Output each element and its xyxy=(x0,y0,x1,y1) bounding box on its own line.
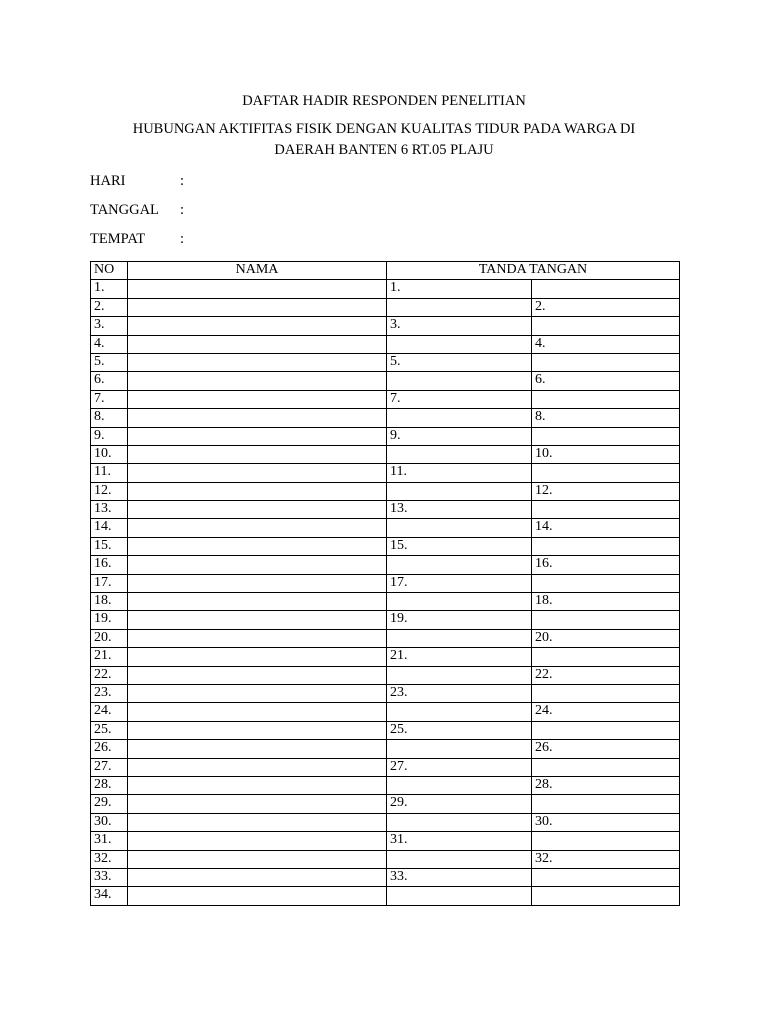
signature-cell-right[interactable] xyxy=(532,721,680,739)
signature-cell-right[interactable]: 28. xyxy=(532,776,680,794)
signature-cell-left[interactable] xyxy=(387,776,532,794)
name-cell[interactable] xyxy=(128,721,387,739)
signature-cell-right[interactable]: 10. xyxy=(532,445,680,463)
signature-cell-right[interactable] xyxy=(532,280,680,298)
row-number: 29. xyxy=(91,795,128,813)
signature-cell-left[interactable]: 13. xyxy=(387,501,532,519)
table-body xyxy=(91,280,680,905)
table-row xyxy=(91,868,680,886)
signature-cell-left[interactable] xyxy=(387,519,532,537)
signature-cell-left[interactable] xyxy=(387,887,532,905)
name-cell[interactable] xyxy=(128,317,387,335)
signature-cell-right[interactable]: 18. xyxy=(532,593,680,611)
row-number: 7. xyxy=(91,390,128,408)
row-number: 25. xyxy=(91,721,128,739)
signature-cell-right[interactable]: 8. xyxy=(532,409,680,427)
name-cell[interactable] xyxy=(128,501,387,519)
table-row xyxy=(91,758,680,776)
table-row xyxy=(91,629,680,647)
signature-cell-left[interactable]: 25. xyxy=(387,721,532,739)
signature-cell-left[interactable]: 31. xyxy=(387,832,532,850)
row-number: 23. xyxy=(91,684,128,702)
signature-cell-left[interactable] xyxy=(387,813,532,831)
signature-cell-left[interactable] xyxy=(387,740,532,758)
name-cell[interactable] xyxy=(128,445,387,463)
table-row xyxy=(91,427,680,445)
attendance-table xyxy=(90,261,680,906)
table-row xyxy=(91,648,680,666)
name-cell[interactable] xyxy=(128,298,387,316)
signature-cell-right[interactable] xyxy=(532,758,680,776)
signature-cell-left[interactable]: 23. xyxy=(387,684,532,702)
name-cell[interactable] xyxy=(128,611,387,629)
signature-cell-right[interactable] xyxy=(532,574,680,592)
name-cell[interactable] xyxy=(128,648,387,666)
table-row xyxy=(91,887,680,905)
signature-cell-left[interactable] xyxy=(387,482,532,500)
name-cell[interactable] xyxy=(128,868,387,886)
signature-cell-right[interactable]: 4. xyxy=(532,335,680,353)
table-row xyxy=(91,703,680,721)
header-no: NO xyxy=(91,262,128,280)
signature-cell-left[interactable]: 1. xyxy=(387,280,532,298)
name-cell[interactable] xyxy=(128,887,387,905)
row-number: 32. xyxy=(91,850,128,868)
table-row xyxy=(91,832,680,850)
signature-cell-right[interactable]: 32. xyxy=(532,850,680,868)
row-number: 10. xyxy=(91,445,128,463)
table-row xyxy=(91,445,680,463)
table-row xyxy=(91,776,680,794)
table-row xyxy=(91,593,680,611)
table-header-row xyxy=(91,262,680,280)
signature-cell-left[interactable]: 33. xyxy=(387,868,532,886)
row-number: 24. xyxy=(91,703,128,721)
signature-cell-left[interactable] xyxy=(387,445,532,463)
row-number: 14. xyxy=(91,519,128,537)
name-cell[interactable] xyxy=(128,795,387,813)
signature-cell-right[interactable] xyxy=(532,427,680,445)
name-cell[interactable] xyxy=(128,519,387,537)
name-cell[interactable] xyxy=(128,593,387,611)
row-number: 28. xyxy=(91,776,128,794)
table-row xyxy=(91,280,680,298)
row-number: 18. xyxy=(91,593,128,611)
row-number: 16. xyxy=(91,556,128,574)
name-cell[interactable] xyxy=(128,850,387,868)
table-row xyxy=(91,574,680,592)
header-tanda-tangan: TANDA TANGAN xyxy=(387,262,680,280)
row-number: 34. xyxy=(91,887,128,905)
signature-cell-left[interactable]: 19. xyxy=(387,611,532,629)
signature-cell-right[interactable] xyxy=(532,868,680,886)
table-row xyxy=(91,556,680,574)
row-number: 22. xyxy=(91,666,128,684)
document-title: DAFTAR HADIR RESPONDEN PENELITIAN xyxy=(242,93,526,109)
signature-cell-right[interactable]: 14. xyxy=(532,519,680,537)
signature-cell-left[interactable] xyxy=(387,335,532,353)
signature-cell-left[interactable]: 11. xyxy=(387,464,532,482)
row-number: 19. xyxy=(91,611,128,629)
signature-cell-right[interactable]: 30. xyxy=(532,813,680,831)
field-label: TANGGAL xyxy=(90,202,159,218)
table-row xyxy=(91,353,680,371)
signature-cell-left[interactable]: 27. xyxy=(387,758,532,776)
row-number: 1. xyxy=(91,280,128,298)
signature-cell-right[interactable]: 22. xyxy=(532,666,680,684)
table-row xyxy=(91,537,680,555)
name-cell[interactable] xyxy=(128,409,387,427)
row-number: 2. xyxy=(91,298,128,316)
signature-cell-right[interactable] xyxy=(532,832,680,850)
field-label: TEMPAT xyxy=(90,231,146,247)
signature-cell-left[interactable] xyxy=(387,703,532,721)
table-row xyxy=(91,795,680,813)
signature-cell-right[interactable] xyxy=(532,648,680,666)
row-number: 12. xyxy=(91,482,128,500)
field-colon: : xyxy=(180,231,185,247)
name-cell[interactable] xyxy=(128,335,387,353)
row-number: 15. xyxy=(91,537,128,555)
table-row xyxy=(91,372,680,390)
name-cell[interactable] xyxy=(128,372,387,390)
signature-cell-left[interactable] xyxy=(387,629,532,647)
row-number: 26. xyxy=(91,740,128,758)
name-cell[interactable] xyxy=(128,832,387,850)
signature-cell-left[interactable] xyxy=(387,850,532,868)
row-number: 33. xyxy=(91,868,128,886)
table-row xyxy=(91,666,680,684)
signature-cell-left[interactable]: 3. xyxy=(387,317,532,335)
row-number: 11. xyxy=(91,464,128,482)
name-cell[interactable] xyxy=(128,537,387,555)
signature-cell-left[interactable]: 17. xyxy=(387,574,532,592)
row-number: 9. xyxy=(91,427,128,445)
name-cell[interactable] xyxy=(128,574,387,592)
signature-cell-left[interactable] xyxy=(387,372,532,390)
signature-cell-right[interactable]: 6. xyxy=(532,372,680,390)
signature-cell-right[interactable] xyxy=(532,317,680,335)
signature-cell-right[interactable] xyxy=(532,537,680,555)
signature-cell-left[interactable]: 15. xyxy=(387,537,532,555)
name-cell[interactable] xyxy=(128,390,387,408)
signature-cell-right[interactable] xyxy=(532,390,680,408)
table-row xyxy=(91,684,680,702)
table-row xyxy=(91,721,680,739)
signature-cell-right[interactable]: 12. xyxy=(532,482,680,500)
row-number: 5. xyxy=(91,353,128,371)
name-cell[interactable] xyxy=(128,813,387,831)
name-cell[interactable] xyxy=(128,776,387,794)
signature-cell-right[interactable] xyxy=(532,684,680,702)
table-row xyxy=(91,464,680,482)
signature-cell-left[interactable] xyxy=(387,556,532,574)
table-row xyxy=(91,482,680,500)
name-cell[interactable] xyxy=(128,280,387,298)
signature-cell-right[interactable]: 2. xyxy=(532,298,680,316)
signature-cell-left[interactable]: 21. xyxy=(387,648,532,666)
signature-cell-right[interactable]: 16. xyxy=(532,556,680,574)
signature-cell-left[interactable]: 5. xyxy=(387,353,532,371)
table-row xyxy=(91,317,680,335)
table-row xyxy=(91,298,680,316)
row-number: 30. xyxy=(91,813,128,831)
table-row xyxy=(91,740,680,758)
document-subtitle-line2: DAERAH BANTEN 6 RT.05 PLAJU xyxy=(274,142,494,158)
field-colon: : xyxy=(180,173,185,189)
row-number: 20. xyxy=(91,629,128,647)
name-cell[interactable] xyxy=(128,703,387,721)
table-row xyxy=(91,611,680,629)
name-cell[interactable] xyxy=(128,482,387,500)
table-row xyxy=(91,335,680,353)
signature-cell-right[interactable] xyxy=(532,611,680,629)
signature-cell-left[interactable] xyxy=(387,593,532,611)
table-row xyxy=(91,850,680,868)
field-colon: : xyxy=(180,202,185,218)
name-cell[interactable] xyxy=(128,427,387,445)
name-cell[interactable] xyxy=(128,353,387,371)
table-row xyxy=(91,813,680,831)
signature-cell-left[interactable] xyxy=(387,666,532,684)
signature-cell-right[interactable] xyxy=(532,887,680,905)
signature-cell-right[interactable]: 26. xyxy=(532,740,680,758)
signature-cell-left[interactable]: 29. xyxy=(387,795,532,813)
name-cell[interactable] xyxy=(128,758,387,776)
signature-cell-right[interactable] xyxy=(532,353,680,371)
row-number: 8. xyxy=(91,409,128,427)
signature-cell-left[interactable]: 7. xyxy=(387,390,532,408)
row-number: 4. xyxy=(91,335,128,353)
signature-cell-left[interactable]: 9. xyxy=(387,427,532,445)
row-number: 17. xyxy=(91,574,128,592)
signature-cell-left[interactable] xyxy=(387,298,532,316)
name-cell[interactable] xyxy=(128,740,387,758)
field-label: HARI xyxy=(90,173,126,189)
row-number: 21. xyxy=(91,648,128,666)
row-number: 27. xyxy=(91,758,128,776)
name-cell[interactable] xyxy=(128,556,387,574)
table-row xyxy=(91,409,680,427)
signature-cell-left[interactable] xyxy=(387,409,532,427)
table-row xyxy=(91,501,680,519)
signature-cell-right[interactable] xyxy=(532,464,680,482)
name-cell[interactable] xyxy=(128,684,387,702)
signature-cell-right[interactable] xyxy=(532,501,680,519)
signature-cell-right[interactable] xyxy=(532,795,680,813)
signature-cell-right[interactable]: 24. xyxy=(532,703,680,721)
row-number: 6. xyxy=(91,372,128,390)
header-nama: NAMA xyxy=(128,262,387,280)
row-number: 31. xyxy=(91,832,128,850)
name-cell[interactable] xyxy=(128,464,387,482)
row-number: 3. xyxy=(91,317,128,335)
name-cell[interactable] xyxy=(128,666,387,684)
signature-cell-right[interactable]: 20. xyxy=(532,629,680,647)
row-number: 13. xyxy=(91,501,128,519)
table-row xyxy=(91,519,680,537)
table-row xyxy=(91,390,680,408)
document-subtitle-line1: HUBUNGAN AKTIFITAS FISIK DENGAN KUALITAS TIDUR PADA WARGA DI xyxy=(132,121,636,137)
name-cell[interactable] xyxy=(128,629,387,647)
